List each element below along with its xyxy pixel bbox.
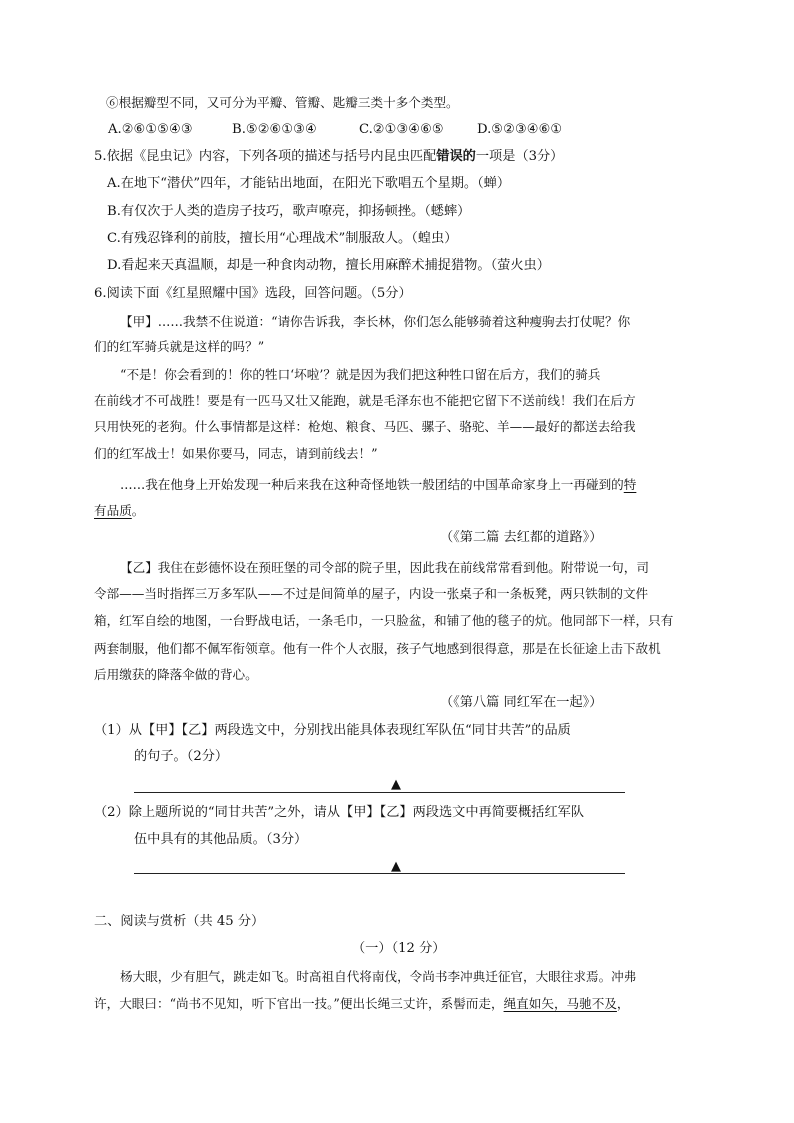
q6-sub1-line-1: （1）从【甲】【乙】两段选文中，分别找出能具体表现红军队伍“同甘共苦”的品质 (94, 723, 571, 738)
jia-line-6: 们的红军战士！如果你要马，同志，请到前线去！” (94, 446, 378, 461)
q4-option-c[interactable]: C.②①③④⑥⑤ (359, 122, 444, 137)
yi-line-1: 【乙】我住在彭德怀设在预旺堡的司令部的院子里，因此我在前线常常看到他。附带说一句，司 (120, 560, 649, 575)
classical-text-line-1: 杨大眼，少有胆气，跳走如飞。时高祖自代将南伐，令尚书李冲典迁征官，大眼往求焉。冲弗 (120, 969, 637, 984)
jia-line-2: 们的红军骑兵就是这样的吗？” (94, 339, 265, 354)
answer-line-2[interactable] (134, 873, 625, 874)
classical-text-line-2 (94, 995, 630, 1013)
q5-stem-emphasis: 错误的 (436, 149, 476, 164)
answer-mark-2: ▲ (391, 859, 401, 874)
jia-line-3: “不是！你会看到的！你的牲口‘坏啦’？就是因为我们把这种牲口留在后方，我们的骑兵 (120, 367, 601, 382)
jia-line-8-period: 。 (131, 503, 145, 518)
yi-source: （《第八篇 同红军在一起》） (440, 695, 603, 710)
jia-line-7-text: ……我在他身上开始发现一种后来我在这种奇怪地铁一般团结的中国革命家身上一再碰到的 (120, 477, 624, 492)
classical-underlined: 绳直如矢，马驰不及 (503, 996, 617, 1011)
yi-line-2: 令部——当时指挥三万多军队——不过是间简单的屋子，内设一张桌子和一条板凳，两只铁制的文件 (94, 586, 649, 601)
answer-line-1[interactable] (134, 792, 625, 793)
jia-underline-end: 有品质 (94, 503, 132, 518)
jia-line-7 (120, 476, 636, 494)
q6-sub1-line-2: 的句子。（2分） (134, 749, 229, 764)
q5-stem-pre: 5.依据《昆虫记》内容，下列各项的描述与括号内昆虫匹配 (94, 149, 437, 164)
q5-stem-post: 一项是（3分） (475, 149, 564, 164)
q4-option-a[interactable]: A.②⑥①⑤④③ (108, 122, 193, 137)
q5-option-d[interactable]: D.看起来天真温顺，却是一种食肉动物，擅长用麻醉术捕捉猎物。（萤火虫） (107, 258, 550, 273)
q5-stem (94, 148, 563, 166)
jia-line-1: 【甲】……我禁不住说道：“请你告诉我，李长林，你们怎么能够骑着这种瘦驹去打仗呢？你 (120, 314, 631, 329)
q6-sub2-line-2: 伍中具有的其他品质。（3分） (134, 832, 308, 847)
section2-part: （一）（12 分） (352, 941, 446, 956)
yi-line-4: 两套制服，他们都不佩军衔领章。他有一件个人衣服，孩子气地感到很得意，那是在长征途上击下敌机 (94, 641, 661, 656)
q5-option-c[interactable]: C.有残忍锋利的前肢，擅长用“心理战术”制服敌人。（蝗虫） (107, 231, 458, 246)
classical-text-line-2-text: 许，大眼曰：“尚书不见知，听下官出一技。”便出长绳三丈许，系髻而走， (94, 996, 504, 1011)
q4-option-b[interactable]: B.⑤②⑥①③④ (232, 122, 317, 137)
q4-option-d[interactable]: D.⑤②③④⑥① (477, 122, 563, 137)
jia-line-8 (94, 502, 144, 520)
jia-line-4: 在前线才不可战胜！要是有一匹马又壮又能跑，就是毛泽东也不能把它留下不送前线！我们在后方 (94, 393, 636, 408)
jia-underline-start: 特 (623, 477, 637, 492)
section2-title: 二、阅读与赏析（共 45 分） (94, 914, 265, 929)
q6-sub2-line-1: （2）除上题所说的“同甘共苦”之外，请从【甲】【乙】两段选文中再简要概括红军队 (94, 805, 585, 820)
q5-option-b[interactable]: B.有仅次于人类的造房子技巧，歌声嘹亮，抑扬顿挫。（蟋蟀） (107, 204, 471, 219)
classical-line-2-end: ， (616, 996, 630, 1011)
jia-line-5: 只用快死的老狗。什么事情都是这样：枪炮、粮食、马匹、骡子、骆驼、羊——最好的都送去给我 (94, 419, 636, 434)
q6-stem: 6.阅读下面《红星照耀中国》选段，回答问题。（5分） (94, 286, 412, 301)
jia-source: （《第二篇 去红都的道路》） (440, 530, 603, 545)
yi-line-5: 后用缴获的降落伞做的背心。 (94, 667, 258, 682)
answer-mark-1: ▲ (391, 777, 401, 792)
q4-item6: ⑥根据瓣型不同，又可分为平瓣、管瓣、匙瓣三类十多个类型。 (106, 95, 459, 110)
q5-option-a[interactable]: A.在地下“潜伏”四年，才能钻出地面，在阳光下歌唱五个星期。（蝉） (107, 176, 511, 191)
yi-line-3: 箱，红军自绘的地图，一台野战电话，一条毛巾，一只脸盆，和铺了他的毯子的炕。他同部下一样，只有 (94, 613, 674, 628)
